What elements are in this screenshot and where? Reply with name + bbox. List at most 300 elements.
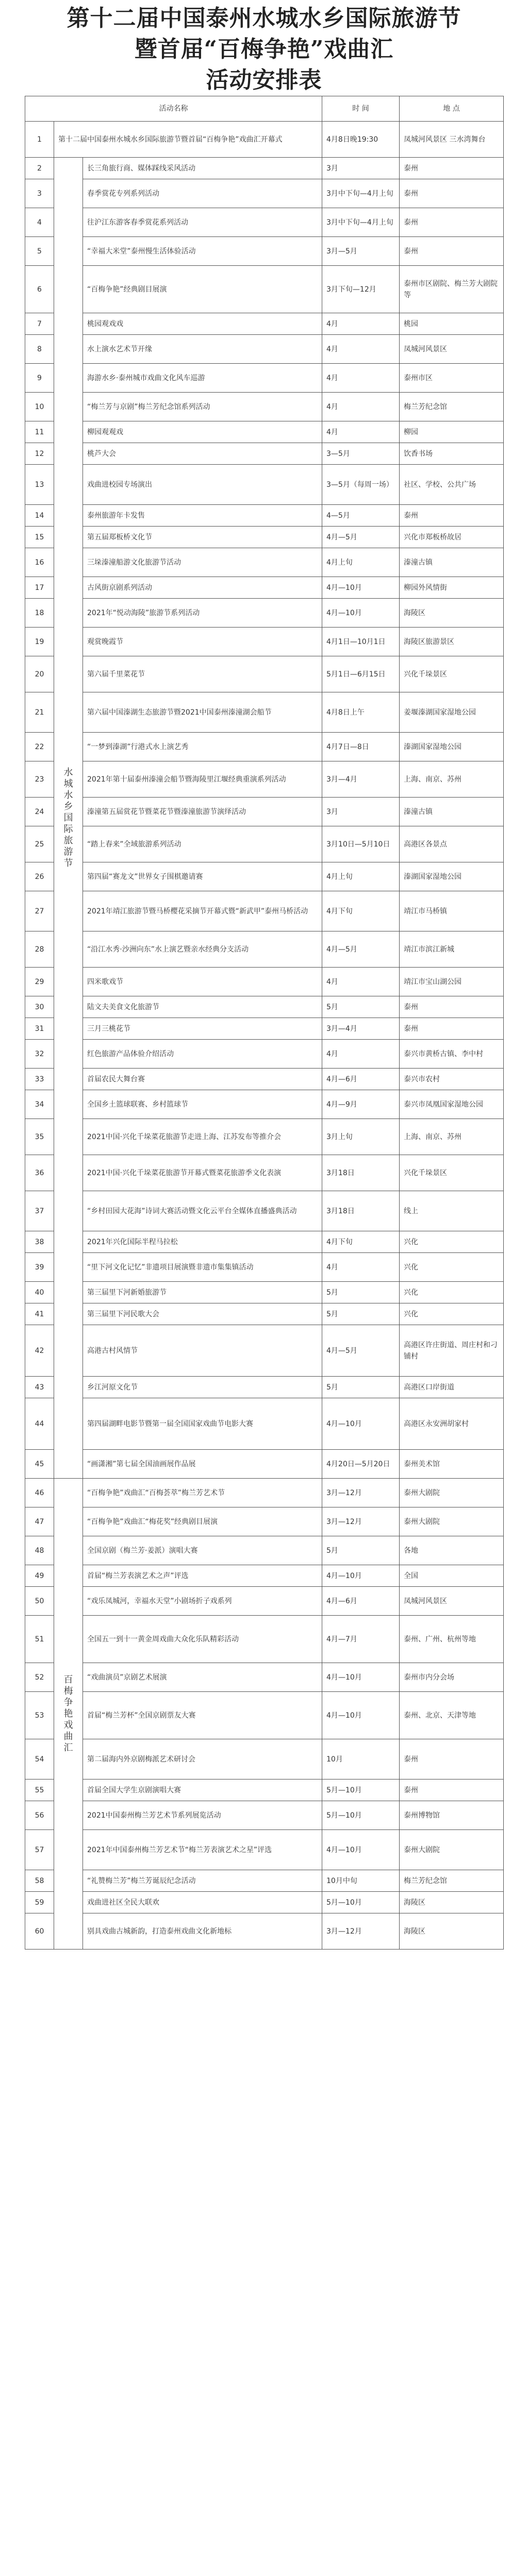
time-cell: 3月上旬 — [322, 1119, 400, 1155]
table-row — [25, 1040, 504, 1069]
table-row — [25, 527, 504, 548]
time-cell: 4月 — [322, 364, 400, 393]
table-row — [25, 266, 504, 313]
table-row — [25, 692, 504, 733]
location-cell: 泰兴市凤凰国家湿地公园 — [400, 1090, 504, 1119]
location-cell: 泰州大剧院 — [400, 1830, 504, 1870]
location-cell: 靖江市滨江新城 — [400, 931, 504, 968]
activity-cell: 2021中国·兴化千垛菜花旅游节开幕式暨菜花旅游季文化表演 — [83, 1155, 322, 1191]
activity-cell: 2021中国泰州梅兰芳艺术节系列展览活动 — [83, 1801, 322, 1830]
row-number: 7 — [25, 313, 54, 335]
location-cell: 社区、学校、公共广场 — [400, 465, 504, 505]
schedule-table — [25, 96, 504, 1950]
time-cell: 4月—10月 — [322, 1398, 400, 1450]
table-row — [25, 421, 504, 443]
time-cell: 3月中下旬—4月上旬 — [322, 208, 400, 237]
time-cell: 4月—10月 — [322, 599, 400, 628]
time-cell: 4月 — [322, 968, 400, 996]
table-row — [25, 1892, 504, 1913]
location-cell: 泰州 — [400, 996, 504, 1018]
table-row — [25, 599, 504, 628]
time-cell: 4月20日—5月20日 — [322, 1450, 400, 1479]
location-cell: 上海、南京、苏州 — [400, 761, 504, 798]
activity-cell: “沿江水秀·沙洲向东”水上演艺暨亲水经典分支活动 — [83, 931, 322, 968]
location-cell: 泰州 — [400, 1780, 504, 1801]
time-cell: 4月—6月 — [322, 1069, 400, 1090]
row-number: 16 — [25, 548, 54, 577]
location-cell: 泰州 — [400, 1739, 504, 1780]
time-cell: 5月 — [322, 1282, 400, 1303]
activity-cell: 别具戏曲古城新韵，打造泰州戏曲文化新地标 — [83, 1913, 322, 1950]
activity-cell: 2021年中国泰州梅兰芳艺术节“梅兰芳表演艺术之星”评选 — [83, 1830, 322, 1870]
row-number: 24 — [25, 798, 54, 826]
row-number: 26 — [25, 862, 54, 891]
time-cell: 3月—5月 — [322, 237, 400, 266]
time-cell: 4月下旬 — [322, 891, 400, 931]
time-cell: 3月 — [322, 798, 400, 826]
row-number: 38 — [25, 1231, 54, 1253]
row-number: 34 — [25, 1090, 54, 1119]
row-number: 44 — [25, 1398, 54, 1450]
table-row — [25, 237, 504, 266]
table-row — [25, 656, 504, 692]
activity-cell: “踏上春来”全域旅游系列活动 — [83, 826, 322, 862]
location-cell: 泰州市区 — [400, 364, 504, 393]
row-number: 5 — [25, 237, 54, 266]
row-number: 56 — [25, 1801, 54, 1830]
time-cell: 5月 — [322, 1377, 400, 1398]
row-number: 1 — [25, 122, 54, 158]
row-number: 45 — [25, 1450, 54, 1479]
location-cell: 海陵区 — [400, 599, 504, 628]
table-row — [25, 1303, 504, 1325]
location-cell: 海陵区 — [400, 1892, 504, 1913]
table-row — [25, 1479, 504, 1507]
time-cell: 3—5月（每周一场） — [322, 465, 400, 505]
time-cell: 3月—4月 — [322, 761, 400, 798]
time-cell: 4月 — [322, 421, 400, 443]
time-cell: 4月上旬 — [322, 862, 400, 891]
activity-cell: 第三届里下河民歌大会 — [83, 1303, 322, 1325]
row-number: 12 — [25, 443, 54, 465]
activity-cell: “百梅争艳”戏曲汇“百梅荟萃”梅兰芳艺术节 — [83, 1479, 322, 1507]
activity-cell: 第六届中国溱湖生态旅游节暨2021中国泰州溱潼湖会船节 — [83, 692, 322, 733]
table-row — [25, 208, 504, 237]
table-row — [25, 733, 504, 761]
time-cell: 3月10日—5月10日 — [322, 826, 400, 862]
activity-cell: “礼赞梅兰芳”梅兰芳诞辰纪念活动 — [83, 1870, 322, 1892]
location-cell: 溱湖国家湿地公园 — [400, 733, 504, 761]
row-number: 23 — [25, 761, 54, 798]
time-cell: 4月 — [322, 313, 400, 335]
location-cell: 泰州市区剧院、梅兰芳大剧院等 — [400, 266, 504, 313]
time-cell: 4月7日—8日 — [322, 733, 400, 761]
table-row — [25, 1069, 504, 1090]
activity-cell: 第四届“赛龙文”世界女子围棋邀请赛 — [83, 862, 322, 891]
row-number: 31 — [25, 1018, 54, 1040]
activity-cell: 海游水乡·泰州城市戏曲文化风车巡游 — [83, 364, 322, 393]
time-cell: 4月—10月 — [322, 1565, 400, 1587]
table-row — [25, 1325, 504, 1377]
row-number: 17 — [25, 577, 54, 599]
title-line-3: 活动安排表 — [206, 67, 322, 93]
time-cell: 5月 — [322, 1536, 400, 1565]
activity-cell: 2021年兴化国际半程马拉松 — [83, 1231, 322, 1253]
row-number: 49 — [25, 1565, 54, 1587]
row-number: 8 — [25, 335, 54, 364]
table-row — [25, 1739, 504, 1780]
activity-cell: 观赏晚霞节 — [83, 628, 322, 656]
location-cell: 全国 — [400, 1565, 504, 1587]
document-title — [0, 0, 528, 96]
table-row — [25, 1692, 504, 1739]
row-number: 42 — [25, 1325, 54, 1377]
location-cell: 兴化市郑板桥故居 — [400, 527, 504, 548]
location-cell: 凤城河风景区 — [400, 335, 504, 364]
location-cell: 泰兴市农村 — [400, 1069, 504, 1090]
table-row — [25, 628, 504, 656]
activity-cell: 2021年靖江旅游节暨马桥樱花采摘节开幕式暨“新武甲”泰州马桥活动 — [83, 891, 322, 931]
row-number: 4 — [25, 208, 54, 237]
time-cell: 4月 — [322, 393, 400, 421]
table-row — [25, 1507, 504, 1536]
activity-cell: “画潇湘”第七届全国油画展作品展 — [83, 1450, 322, 1479]
location-cell: 泰州 — [400, 208, 504, 237]
table-row — [25, 1090, 504, 1119]
table-row — [25, 1536, 504, 1565]
row-number: 18 — [25, 599, 54, 628]
table-row — [25, 1119, 504, 1155]
location-cell: 泰州大剧院 — [400, 1479, 504, 1507]
row-number: 33 — [25, 1069, 54, 1090]
row-number: 40 — [25, 1282, 54, 1303]
table-row — [25, 1253, 504, 1282]
time-cell: 3月—12月 — [322, 1913, 400, 1950]
table-row — [25, 1018, 504, 1040]
row-number: 59 — [25, 1892, 54, 1913]
table-row — [25, 862, 504, 891]
time-cell: 5月—10月 — [322, 1892, 400, 1913]
location-cell: 柳园 — [400, 421, 504, 443]
activity-cell: 溱潼第五届赏花节暨菜花节暨溱潼旅游节演绎活动 — [83, 798, 322, 826]
time-cell: 4月—7月 — [322, 1616, 400, 1663]
time-cell: 4—5月 — [322, 505, 400, 527]
location-cell: 泰州博物馆 — [400, 1801, 504, 1830]
row-number: 39 — [25, 1253, 54, 1282]
row-number: 6 — [25, 266, 54, 313]
row-number: 11 — [25, 421, 54, 443]
location-cell: 泰州、北京、天津等地 — [400, 1692, 504, 1739]
activity-cell: 首届农民大舞台赛 — [83, 1069, 322, 1090]
row-number: 43 — [25, 1377, 54, 1398]
time-cell: 3月中下旬—4月上旬 — [322, 179, 400, 208]
activity-cell: “乡村田园大花海”诗词大赛活动暨文化云平台全媒体直播盛典活动 — [83, 1191, 322, 1231]
table-row — [25, 968, 504, 996]
time-cell: 3—5月 — [322, 443, 400, 465]
location-cell: 靖江市宝山湖公园 — [400, 968, 504, 996]
activity-cell: 第五届郑板桥文化节 — [83, 527, 322, 548]
title-line-1: 第十二届中国泰州水城水乡国际旅游节 — [67, 5, 461, 31]
row-number: 51 — [25, 1616, 54, 1663]
activity-cell: 三月三桃花节 — [83, 1018, 322, 1040]
activity-cell: 高港古村风情节 — [83, 1325, 322, 1377]
row-number: 21 — [25, 692, 54, 733]
table-row — [25, 505, 504, 527]
header-activity-name: 活动名称 — [25, 96, 322, 122]
table-row — [25, 1398, 504, 1450]
row-number: 50 — [25, 1587, 54, 1616]
row-number: 19 — [25, 628, 54, 656]
location-cell: 兴化千垛景区 — [400, 656, 504, 692]
table-row — [25, 761, 504, 798]
activity-cell: “戏乐凤城河，幸福水天堂”小剧场折子戏系列 — [83, 1587, 322, 1616]
activity-cell: 戏曲进校园专场演出 — [83, 465, 322, 505]
table-row — [25, 1377, 504, 1398]
time-cell: 4月—10月 — [322, 577, 400, 599]
location-cell: 泰州大剧院 — [400, 1507, 504, 1536]
activity-cell: “戏曲演员”京剧艺术展演 — [83, 1663, 322, 1692]
time-cell: 4月下旬 — [322, 1231, 400, 1253]
activity-cell: 戏曲进社区全民大联欢 — [83, 1892, 322, 1913]
table-row — [25, 1587, 504, 1616]
time-cell: 3月 — [322, 158, 400, 179]
time-cell: 3月18日 — [322, 1155, 400, 1191]
table-row — [25, 1616, 504, 1663]
location-cell: 泰州、广州、杭州等地 — [400, 1616, 504, 1663]
location-cell: 兴化 — [400, 1231, 504, 1253]
row-number: 47 — [25, 1507, 54, 1536]
activity-cell: “里下河文化记忆”非遗项目展演暨非遗市集集镇活动 — [83, 1253, 322, 1282]
time-cell: 5月—10月 — [322, 1801, 400, 1830]
time-cell: 10月 — [322, 1739, 400, 1780]
category-label: 水城水乡国际旅游节 — [63, 767, 73, 869]
location-cell: 泰州 — [400, 179, 504, 208]
table-row — [25, 1565, 504, 1587]
location-cell: 泰州 — [400, 237, 504, 266]
time-cell: 4月—5月 — [322, 527, 400, 548]
activity-cell: 三垛溱潼船游文化旅游节活动 — [83, 548, 322, 577]
location-cell: 溱湖国家湿地公园 — [400, 862, 504, 891]
row-number: 3 — [25, 179, 54, 208]
location-cell: 兴化千垛景区 — [400, 1155, 504, 1191]
header-time: 时 间 — [322, 96, 400, 122]
table-row — [25, 548, 504, 577]
table-row — [25, 1801, 504, 1830]
activity-cell: 首届“梅兰芳表演艺术之声”评选 — [83, 1565, 322, 1587]
activity-cell: 第六届千里菜花节 — [83, 656, 322, 692]
row-number: 32 — [25, 1040, 54, 1069]
location-cell: 高港区各景点 — [400, 826, 504, 862]
time-cell: 4月—6月 — [322, 1587, 400, 1616]
row-number: 58 — [25, 1870, 54, 1892]
table-row — [25, 1231, 504, 1253]
location-cell: 溱潼古镇 — [400, 798, 504, 826]
header-location: 地 点 — [400, 96, 504, 122]
time-cell: 4月—10月 — [322, 1663, 400, 1692]
table-row — [25, 891, 504, 931]
location-cell: 泰州 — [400, 158, 504, 179]
row-number: 46 — [25, 1479, 54, 1507]
row-number: 2 — [25, 158, 54, 179]
activity-cell: 首届全国大学生京剧演唱大赛 — [83, 1780, 322, 1801]
location-cell: 泰州美术馆 — [400, 1450, 504, 1479]
time-cell: 4月 — [322, 1253, 400, 1282]
location-cell: 海陵区 — [400, 1913, 504, 1950]
time-cell: 4月—5月 — [322, 931, 400, 968]
time-cell: 5月 — [322, 1303, 400, 1325]
activity-cell: 泰州旅游年卡发售 — [83, 505, 322, 527]
location-cell: 泰州 — [400, 1018, 504, 1040]
table-body — [25, 122, 504, 1950]
location-cell: 凤城河风景区 三水湾舞台 — [400, 122, 504, 158]
location-cell: 高港区许庄街道、周庄村和刁铺村 — [400, 1325, 504, 1377]
activity-cell: “百梅争艳”经典剧目展演 — [83, 266, 322, 313]
row-number: 28 — [25, 931, 54, 968]
location-cell: 桃园 — [400, 313, 504, 335]
category-label: 百梅争艳戏曲汇 — [63, 1674, 73, 1753]
activity-cell: 2021年第十届泰州溱潼会船节暨海陵里江堰经典重演系列活动 — [83, 761, 322, 798]
activity-cell: 桃园观戏戏 — [83, 313, 322, 335]
activity-cell: 第十二届中国泰州水城水乡国际旅游节暨首届“百梅争艳”戏曲汇开幕式 — [54, 122, 322, 158]
location-cell: 高港区永安洲胡家村 — [400, 1398, 504, 1450]
location-cell: 泰州市内分会场 — [400, 1663, 504, 1692]
location-cell: 泰州 — [400, 505, 504, 527]
location-cell: 兴化 — [400, 1282, 504, 1303]
table-row — [25, 931, 504, 968]
row-number: 14 — [25, 505, 54, 527]
time-cell: 5月 — [322, 996, 400, 1018]
row-number: 30 — [25, 996, 54, 1018]
time-cell: 4月 — [322, 335, 400, 364]
table-row — [25, 1830, 504, 1870]
activity-cell: 全国京剧（梅兰芳·姜派）演唱大赛 — [83, 1536, 322, 1565]
row-number: 35 — [25, 1119, 54, 1155]
time-cell: 4月上旬 — [322, 548, 400, 577]
activity-cell: 红色旅游产品体验介绍活动 — [83, 1040, 322, 1069]
location-cell: 靖江市马桥镇 — [400, 891, 504, 931]
row-number: 20 — [25, 656, 54, 692]
row-number: 37 — [25, 1191, 54, 1231]
activity-cell: 全国五一到十一黄金周戏曲大众化乐队精彩活动 — [83, 1616, 322, 1663]
activity-cell: 全国乡土篮球联赛、乡村篮球节 — [83, 1090, 322, 1119]
time-cell: 3月18日 — [322, 1191, 400, 1231]
time-cell: 3月—12月 — [322, 1507, 400, 1536]
time-cell: 10月中旬 — [322, 1870, 400, 1892]
time-cell: 4月—9月 — [322, 1090, 400, 1119]
activity-cell: 2021年“悦动海陵”旅游节系列活动 — [83, 599, 322, 628]
table-row — [25, 577, 504, 599]
location-cell: 溱潼古镇 — [400, 548, 504, 577]
activity-cell: “百梅争艳”戏曲汇“梅花奖”经典剧目展演 — [83, 1507, 322, 1536]
table-row — [25, 393, 504, 421]
activity-cell: 首届“梅兰芳杯”全国京剧票友大赛 — [83, 1692, 322, 1739]
time-cell: 4月—5月 — [322, 1325, 400, 1377]
time-cell: 3月下旬—12月 — [322, 266, 400, 313]
row-number: 55 — [25, 1780, 54, 1801]
row-number: 36 — [25, 1155, 54, 1191]
row-number: 48 — [25, 1536, 54, 1565]
location-cell: 高港区口岸街道 — [400, 1377, 504, 1398]
activity-cell: 桃芦大会 — [83, 443, 322, 465]
row-number: 25 — [25, 826, 54, 862]
category-festival — [54, 158, 83, 1479]
location-cell: 姜堰溱湖国家湿地公园 — [400, 692, 504, 733]
location-cell: 各地 — [400, 1536, 504, 1565]
activity-cell: “幸福大米堂”泰州慢生活体验活动 — [83, 237, 322, 266]
activity-cell: 第三届里下河新婚旅游节 — [83, 1282, 322, 1303]
location-cell: 兴化 — [400, 1253, 504, 1282]
location-cell: 兴化 — [400, 1303, 504, 1325]
row-number: 54 — [25, 1739, 54, 1780]
category-opera — [54, 1479, 83, 1950]
time-cell: 5月1日—6月15日 — [322, 656, 400, 692]
table-row — [25, 158, 504, 179]
activity-cell: 水上演水艺术节开缘 — [83, 335, 322, 364]
time-cell: 4月1日—10月1日 — [322, 628, 400, 656]
table-row — [25, 1450, 504, 1479]
table-row — [25, 335, 504, 364]
row-number: 41 — [25, 1303, 54, 1325]
activity-cell: 第二届海内外京剧梅派艺术研讨会 — [83, 1739, 322, 1780]
row-number: 52 — [25, 1663, 54, 1692]
location-cell: 饮香书场 — [400, 443, 504, 465]
row-number: 22 — [25, 733, 54, 761]
activity-cell: 四米歌戏节 — [83, 968, 322, 996]
row-number: 10 — [25, 393, 54, 421]
activity-cell: 长三角旅行商、媒体踩线采风活动 — [83, 158, 322, 179]
row-number: 15 — [25, 527, 54, 548]
location-cell: 梅兰芳纪念馆 — [400, 1870, 504, 1892]
title-line-2: 暨首届“百梅争艳”戏曲汇 — [134, 36, 394, 62]
time-cell: 5月—10月 — [322, 1780, 400, 1801]
time-cell: 3月—12月 — [322, 1479, 400, 1507]
table-header-row — [25, 96, 504, 122]
table-row — [25, 1191, 504, 1231]
row-number: 60 — [25, 1913, 54, 1950]
table-row — [25, 1870, 504, 1892]
row-number: 9 — [25, 364, 54, 393]
location-cell: 柳园外风情街 — [400, 577, 504, 599]
time-cell: 4月—10月 — [322, 1692, 400, 1739]
time-cell: 3月—4月 — [322, 1018, 400, 1040]
table-row — [25, 443, 504, 465]
row-number: 27 — [25, 891, 54, 931]
time-cell: 4月 — [322, 1040, 400, 1069]
location-cell: 海陵区旅游景区 — [400, 628, 504, 656]
activity-cell: “梅兰芳与京剧”梅兰芳纪念馆系列活动 — [83, 393, 322, 421]
table-row — [25, 1663, 504, 1692]
location-cell: 上海、南京、苏州 — [400, 1119, 504, 1155]
time-cell: 4月8日上午 — [322, 692, 400, 733]
table-row — [25, 122, 504, 158]
table-row — [25, 1780, 504, 1801]
time-cell: 4月8日晚19:30 — [322, 122, 400, 158]
table-row — [25, 1913, 504, 1950]
location-cell: 梅兰芳纪念馆 — [400, 393, 504, 421]
activity-cell: 2021中国·兴化千垛菜花旅游节走进上海、江苏发布等推介会 — [83, 1119, 322, 1155]
table-row — [25, 798, 504, 826]
activity-cell: 陆文夫美食文化旅游节 — [83, 996, 322, 1018]
location-cell: 泰兴市黄桥古镇、李中村 — [400, 1040, 504, 1069]
activity-cell: 春季赏花专列系列活动 — [83, 179, 322, 208]
time-cell: 4月—10月 — [322, 1830, 400, 1870]
location-cell: 线上 — [400, 1191, 504, 1231]
table-row — [25, 364, 504, 393]
table-row — [25, 1155, 504, 1191]
location-cell: 凤城河风景区 — [400, 1587, 504, 1616]
row-number: 29 — [25, 968, 54, 996]
activity-cell: 第四届湖畔电影节暨第一届全国国家戏曲节电影大赛 — [83, 1398, 322, 1450]
